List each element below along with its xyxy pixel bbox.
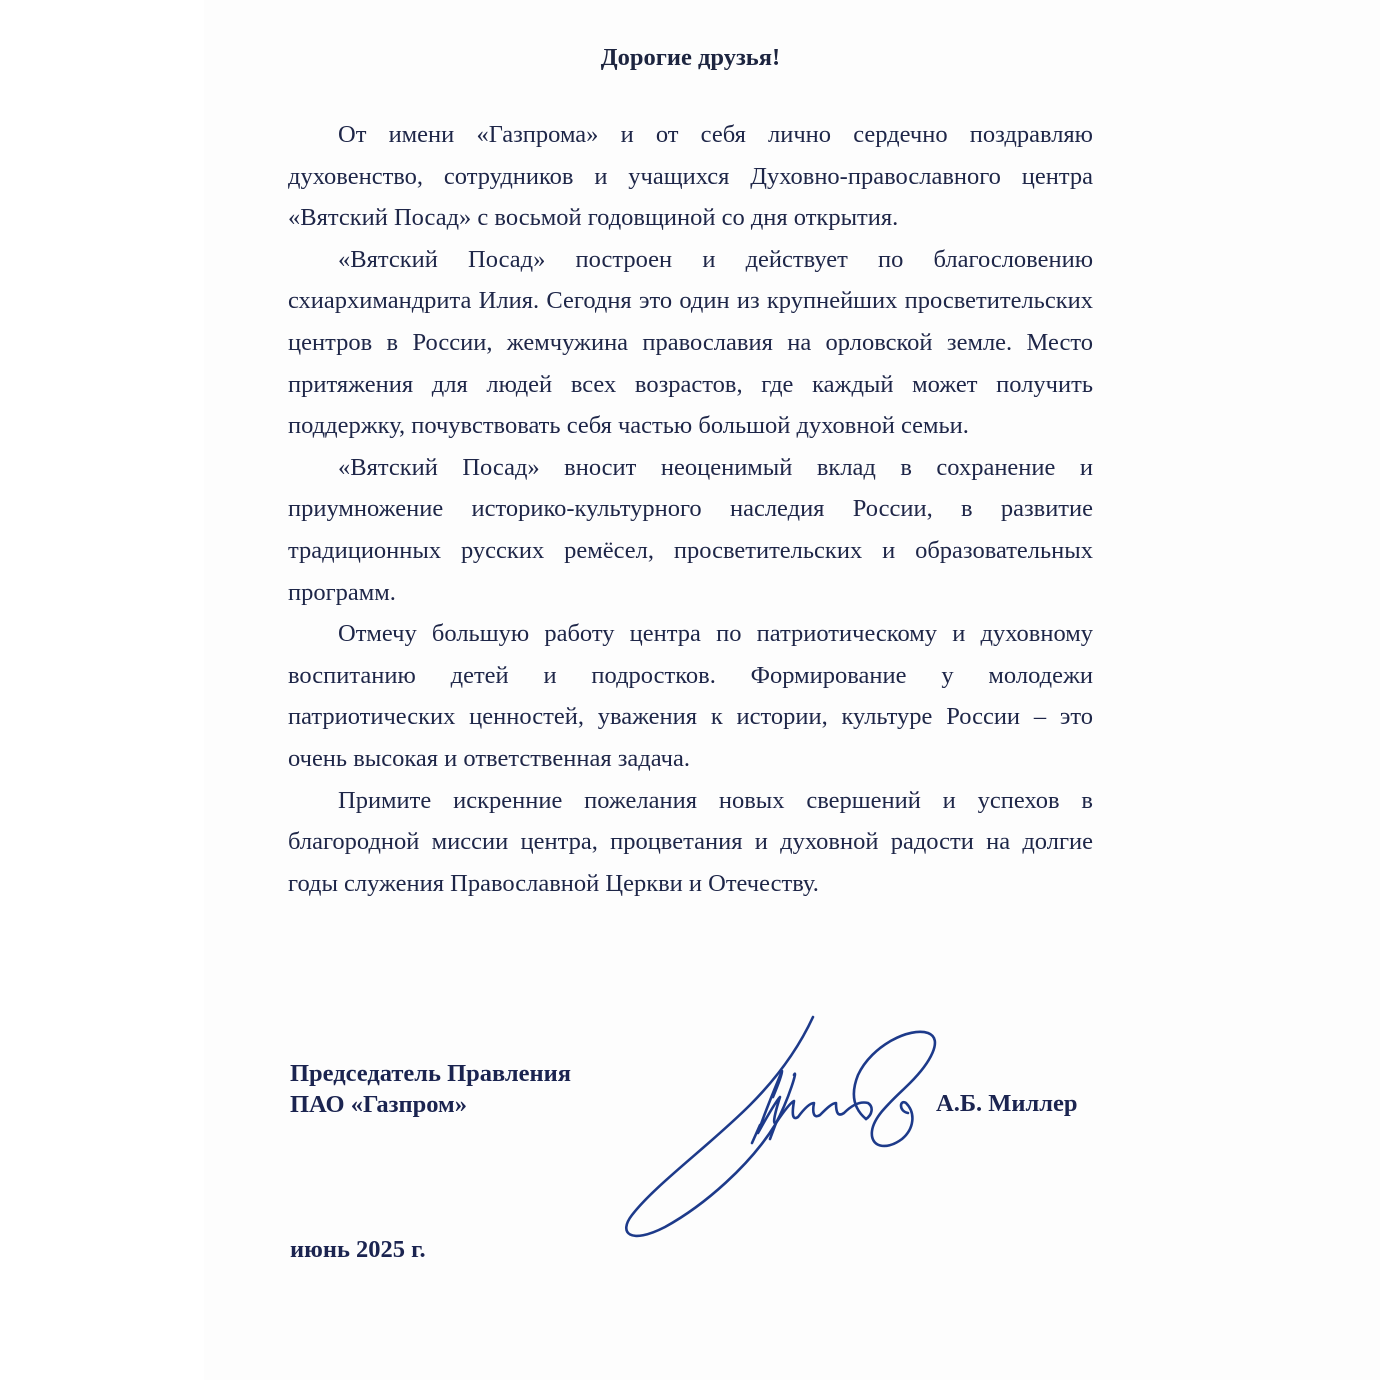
paragraph-heritage: «Вятский Посад» вносит неоценимый вклад в сохранение и приумножение историко-культурного наследия России, в развитие традиционных русских ремёсел, просветительских и образовательных программ. [288,453,1093,606]
paragraph-history: «Вятский Посад» построен и действует по благословению схиархимандрита Илия. Сегодня это один из крупнейших просветительских центров в России, жемчужина православия на орловской земле. Место притяжения для людей всех возрастов, где каждый может получить поддержку, почувствовать себя частью большой духовной семьи. [288,245,1093,440]
paragraph-education: Отмечу большую работу центра по патриотическому и духовному воспитанию детей и подростков. Формирование у молодежи патриотических ценностей, уважения к истории, культуре России – это очень высокая и ответственная задача. [288,620,1093,772]
paragraph-congratulations: От имени «Газпрома» и от себя лично сердечно поздравляю духовенство, сотрудников и учащихся Духовно-православного центра «Вятский Посад» с восьмой годовщиной со дня открытия. [288,121,1093,232]
signer-title-line2: ПАО «Газпром» [290,1091,467,1118]
paragraph-wishes: Примите искренние пожелания новых свершений и успехов в благородной миссии центра, процветания и духовной радости на долгие годы служения Православной Церкви и Отечеству. [288,786,1093,897]
letter-body [288,114,1093,904]
handwritten-signature [610,1005,970,1255]
signer-title-line1: Председатель Правления [290,1060,572,1087]
letter-greeting: Дорогие друзья! [600,44,781,71]
signer-name: А.Б. Миллер [936,1090,1078,1117]
signer-title [290,1058,571,1120]
scan-margin [0,0,204,1380]
letter-date: июнь 2025 г. [290,1236,426,1263]
